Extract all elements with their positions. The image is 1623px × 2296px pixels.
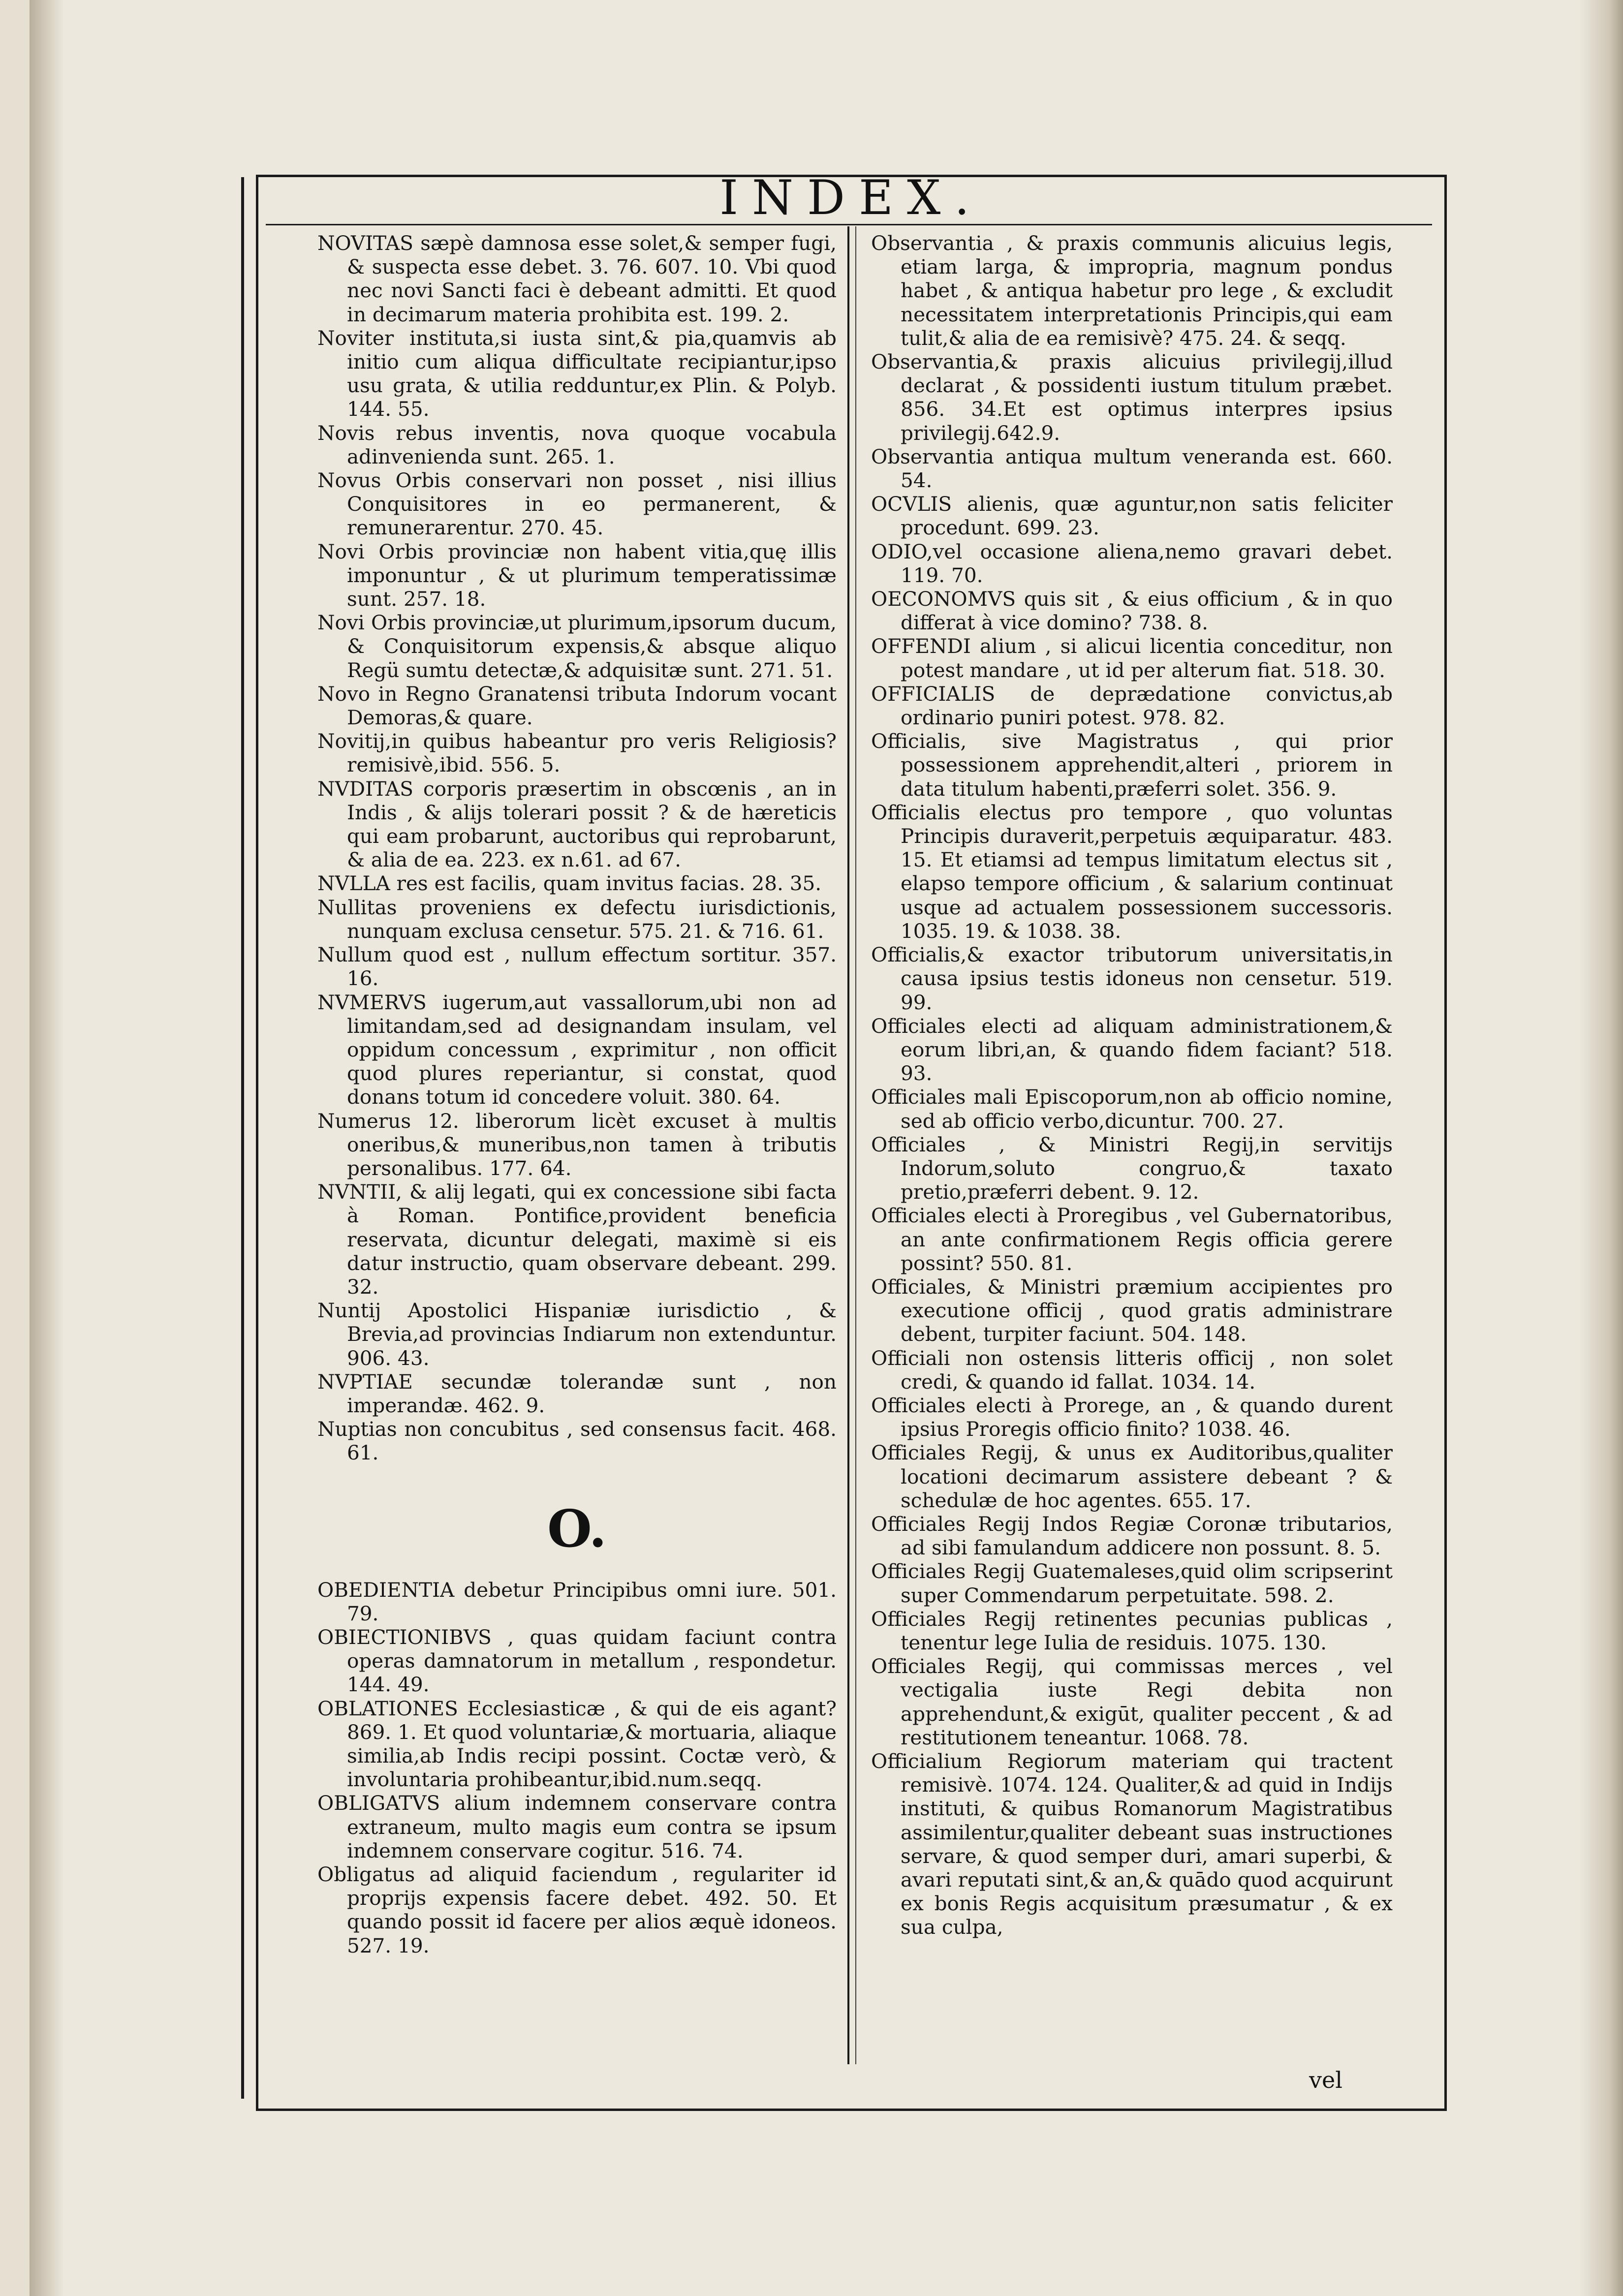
index-entry: OBIECTIONIBVS , quas quidam faciunt contra operas damnatorum in metallum , respondetur. 144. 49. [317, 1625, 837, 1697]
index-entry: Nullum quod est , nullum effectum sortitur. 357. 16. [317, 943, 837, 991]
index-entry: Officiales Regij, qui commissas merces , vel vectigalia iuste Regi debita non apprehendunt,& exigūt, qualiter peccent , & ad restitutionem teneantur. 1068. 78. [871, 1654, 1393, 1749]
index-entry: OBLATIONES Ecclesiasticæ , & qui de eis agant? 869. 1. Et quod voluntariæ,& mortuaria, aliaque similia,ab Indis recipi possint. Coctæ verò, & involuntaria prohibeantur,ibid.num.seqq. [317, 1696, 837, 1792]
index-entry: Observantia,& praxis alicuius privilegij,illud declarat , & possidenti iustum titulum præbet. 856. 34.Et est optimus interpres ipsius privilegij.642.9. [871, 350, 1393, 445]
index-entry: Novitij,in quibus habeantur pro veris Religiosis? remisivè,ibid. 556. 5. [317, 729, 837, 777]
index-entry: NVNTII, & alij legati, qui ex concessione sibi facta à Roman. Pontifice,provident beneficia reservata, dicuntur delegati, maximè si eis datur instructio, quam observare debeant. 299. 32. [317, 1180, 837, 1299]
index-entry: Officialis electus pro tempore , quo voluntas Principis duraverit,perpetuis æquiparatur. 483. 15. Et etiamsi ad tempus limitatum electus sit , elapso tempore officium , & salarium continuat usque ad actualem possessionem successoris. 1035. 19. & 1038. 38. [871, 800, 1393, 943]
index-entry: Officiales electi à Prorege, an , & quando durent ipsius Proregis officio finito? 1038. 46. [871, 1393, 1393, 1441]
index-entry: NVLLA res est facilis, quam invitus facias. 28. 35. [317, 871, 822, 896]
page-title: INDEX. [719, 170, 983, 225]
index-entry: Officiales electi à Proregibus , vel Gubernatoribus, an ante confirmationem Regis officia gerere possint? 550. 81. [871, 1204, 1393, 1275]
index-entry: Numerus 12. liberorum licèt excuset à multis oneribus,& muneribus,non tamen à tributis personalibus. 177. 64. [317, 1109, 837, 1180]
index-entry: OECONOMVS quis sit , & eius officium , & in quo differat à vice domino? 738. 8. [871, 587, 1393, 635]
index-entry: Officiales Regij Guatemaleses,quid olim scripserint super Commendarum perpetuitate. 598. 2. [871, 1559, 1393, 1607]
frame-rule-left [241, 177, 244, 2099]
index-entry: Obligatus ad aliquid faciendum , regulariter id proprijs expensis facere debet. 492. 50. Et quando possit id facere per alios æquè idoneos. 527. 19. [317, 1862, 837, 1957]
column-divider-thin [855, 226, 856, 2064]
index-entry: OCVLIS alienis, quæ aguntur,non satis feliciter procedunt. 699. 23. [871, 492, 1393, 540]
index-entry: Officiales electi ad aliquam administrationem,& eorum libri,an, & quando fidem faciant? 518. 93. [871, 1014, 1393, 1086]
index-entry: Novi Orbis provinciæ,ut plurimum,ipsorum ducum, & Conquisitorum expensis,& absque aliquo Regü sumtu detectæ,& adquisitæ sunt. 271. 51. [317, 611, 837, 682]
index-entry: OFFICIALIS de deprædatione convictus,ab ordinario puniri potest. 978. 82. [871, 682, 1393, 730]
index-entry: Officiali non ostensis litteris officij , non solet credi, & quando id fallat. 1034. 14. [871, 1346, 1393, 1394]
catchword: vel [1309, 2067, 1342, 2093]
index-entry: Officialium Regiorum materiam qui tractent remisivè. 1074. 124. Qualiter,& ad quid in Indijs instituti, & quibus Romanorum Magistratibus assimilentur,qualiter debeant suas instructiones servare, & quod semper duri, amari superbi, & avari reputati sint,& an,& quādo quod acquirunt ex bonis Regis acquisitum præsumatur , & ex sua culpa, [871, 1749, 1393, 1939]
index-entry: Officiales mali Episcoporum,non ab officio nomine, sed ab officio verbo,dicuntur. 700. 27. [871, 1085, 1393, 1133]
index-entry: OBEDIENTIA debetur Principibus omni iure. 501. 79. [317, 1578, 837, 1625]
section-letter: O. [547, 1498, 607, 1559]
index-entry: NVMERVS iugerum,aut vassallorum,ubi non ad limitandam,sed ad designandam insulam, vel oppidum concessum , exprimitur , non officit quod plures reperiantur, si constat, quod donans totum id concedere voluit. 380. 64. [317, 990, 837, 1109]
index-entry: Officiales Regij Indos Regiæ Coronæ tributarios, ad sibi famulandum addicere non possunt. 8. 5. [871, 1512, 1393, 1560]
index-entry: NVPTIAE secundæ tolerandæ sunt , non imperandæ. 462. 9. [317, 1369, 837, 1417]
index-entry: Novo in Regno Granatensi tributa Indorum vocant Demoras,& quare. [317, 682, 837, 730]
index-entry: Observantia , & praxis communis alicuius legis, etiam larga, & impropria, magnum pondus habet , & antiqua habetur pro lege , & excludit necessitatem interpretationis Principis,qui eam tulit,& alia de ea remisivè? 475. 24. & seqq. [871, 231, 1393, 350]
index-entry: Officiales Regij, & unus ex Auditoribus,qualiter locationi decimarum assistere debeant ? & schedulæ de hoc agentes. 655. 17. [871, 1441, 1393, 1512]
index-entry: Officiales Regij retinentes pecunias publicas , tenentur lege Iulia de residuis. 1075. 130. [871, 1607, 1393, 1654]
index-entry: Noviter instituta,si iusta sint,& pia,quamvis ab initio cum aliqua difficultate recipiantur,ipso usu grata, & utilia redduntur,ex Plin. & Polyb. 144. 55. [317, 326, 837, 421]
index-entry: Nullitas proveniens ex defectu iurisdictionis, nunquam exclusa censetur. 575. 21. & 716. 61. [317, 895, 837, 943]
index-entry: Officiales , & Ministri Regij,in servitijs Indorum,soluto congruo,& taxato pretio,præferri debent. 9. 12. [871, 1132, 1393, 1204]
column-divider [847, 226, 849, 2064]
index-entry: Nuptias non concubitus , sed consensus facit. 468. 61. [317, 1417, 837, 1465]
index-entry: OFFENDI alium , si alicui licentia conceditur, non potest mandare , ut id per alterum fiat. 518. 30. [871, 634, 1393, 682]
left-column [317, 231, 837, 2062]
index-entry: Nuntij Apostolici Hispaniæ iurisdictio , & Brevia,ad provincias Indiarum non extenduntur. 906. 43. [317, 1299, 837, 1370]
right-column [871, 231, 1393, 2062]
index-entry: Observantia antiqua multum veneranda est. 660. 54. [871, 444, 1393, 493]
book-binding-shadow [30, 0, 64, 2296]
index-entry: NOVITAS sæpè damnosa esse solet,& semper fugi, & suspecta esse debet. 3. 76. 607. 10. Vbi quod nec novi Sancti faci è debeant admitti. Et quod in decimarum materia prohibita est. 199. 2. [317, 231, 837, 326]
index-entry: Officialis,& exactor tributorum universitatis,in causa ipsius testis idoneus non censetur. 519. 99. [871, 943, 1393, 1014]
index-entry: ODIO,vel occasione aliena,nemo gravari debet. 119. 70. [871, 539, 1393, 587]
index-entry: Officialis, sive Magistratus , qui prior possessionem apprehendit,alteri , priorem in data titulum habenti,præferri solet. 356. 9. [871, 729, 1393, 801]
index-entry: NVDITAS corporis præsertim in obscœnis , an in Indis , & alijs tolerari possit ? & de hæreticis qui eam probarunt, auctoribus qui reprobarunt, & alia de ea. 223. ex n.61. ad 67. [317, 776, 837, 872]
page-edge [1579, 0, 1623, 2296]
index-entry: Novus Orbis conservari non posset , nisi illius Conquisitores in eo permanerent, & remunerarentur. 270. 45. [317, 468, 837, 540]
index-entry: Officiales, & Ministri præmium accipientes pro executione officij , quod gratis administrare debent, turpiter faciunt. 504. 148. [871, 1274, 1393, 1346]
index-entry: Novis rebus inventis, nova quoque vocabula adinvenienda sunt. 265. 1. [317, 421, 837, 468]
index-entry: Novi Orbis provinciæ non habent vitia,quę illis imponuntur , & ut plurimum temperatissimæ sunt. 257. 18. [317, 539, 837, 611]
index-entry: OBLIGATVS alium indemnem conservare contra extraneum, multo magis eum contra se ipsum indemnem conservare cogitur. 516. 74. [317, 1791, 837, 1862]
